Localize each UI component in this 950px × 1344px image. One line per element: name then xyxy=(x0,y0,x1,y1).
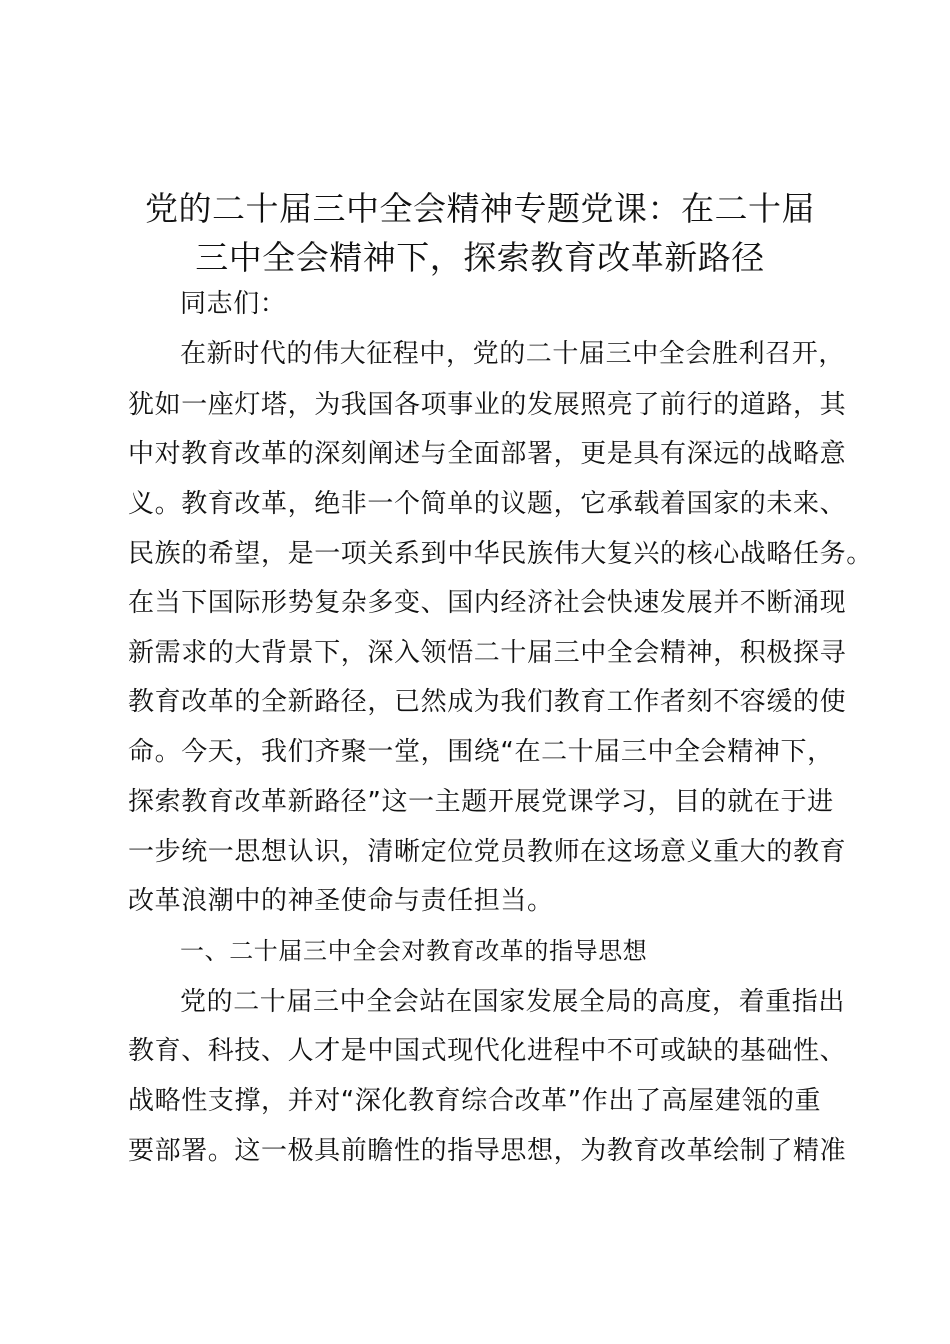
paragraph-1-line: 命。今天，我们齐聚一堂，围绕“在二十届三中全会精神下， xyxy=(128,737,834,767)
paragraph-1-line: 探索教育改革新路径”这一主题开展党课学习，目的就在于进 xyxy=(128,787,834,817)
paragraph-1-line: 改革浪潮中的神圣使命与责任担当。 xyxy=(128,886,554,916)
paragraph-2-line: 战略性支撑，并对“深化教育综合改革”作出了高屋建瓴的重 xyxy=(128,1086,822,1116)
section-1-heading: 一、二十届三中全会对教育改革的指导思想 xyxy=(180,937,648,965)
paragraph-1-line: 义。教育改革，绝非一个简单的议题，它承载着国家的未来、 xyxy=(128,489,847,519)
paragraph-2-line: 要部署。这一极具前瞻性的指导思想，为教育改革绘制了精准 xyxy=(128,1136,847,1166)
paragraph-2-line: 党的二十届三中全会站在国家发展全局的高度，着重指出 xyxy=(180,987,846,1017)
paragraph-1-line: 一步统一思想认识，清晰定位党员教师在这场意义重大的教育 xyxy=(128,837,847,867)
paragraph-1-line: 新需求的大背景下，深入领悟二十届三中全会精神，积极探寻 xyxy=(128,638,847,668)
paragraph-2-line: 教育、科技、人才是中国式现代化进程中不可或缺的基础性、 xyxy=(128,1036,847,1066)
paragraph-1-line: 在当下国际形势复杂多变、国内经济社会快速发展并不断涌现 xyxy=(128,588,847,618)
document-title-line-2: 三中全会精神下，探索教育改革新路径 xyxy=(195,238,765,277)
paragraph-1-line: 犹如一座灯塔，为我国各项事业的发展照亮了前行的道路，其 xyxy=(128,390,847,420)
paragraph-1-line: 中对教育改革的深刻阐述与全面部署，更是具有深远的战略意 xyxy=(128,439,847,469)
paragraph-1-line: 民族的希望，是一项关系到中华民族伟大复兴的核心战略任务。 xyxy=(128,539,873,569)
document-title-line-1: 党的二十届三中全会精神专题党课：在二十届 xyxy=(145,189,815,228)
salutation: 同志们： xyxy=(180,289,287,319)
paragraph-1-line: 教育改革的全新路径，已然成为我们教育工作者刻不容缓的使 xyxy=(128,687,847,717)
paragraph-1-line: 在新时代的伟大征程中，党的二十届三中全会胜利召开， xyxy=(180,339,846,369)
